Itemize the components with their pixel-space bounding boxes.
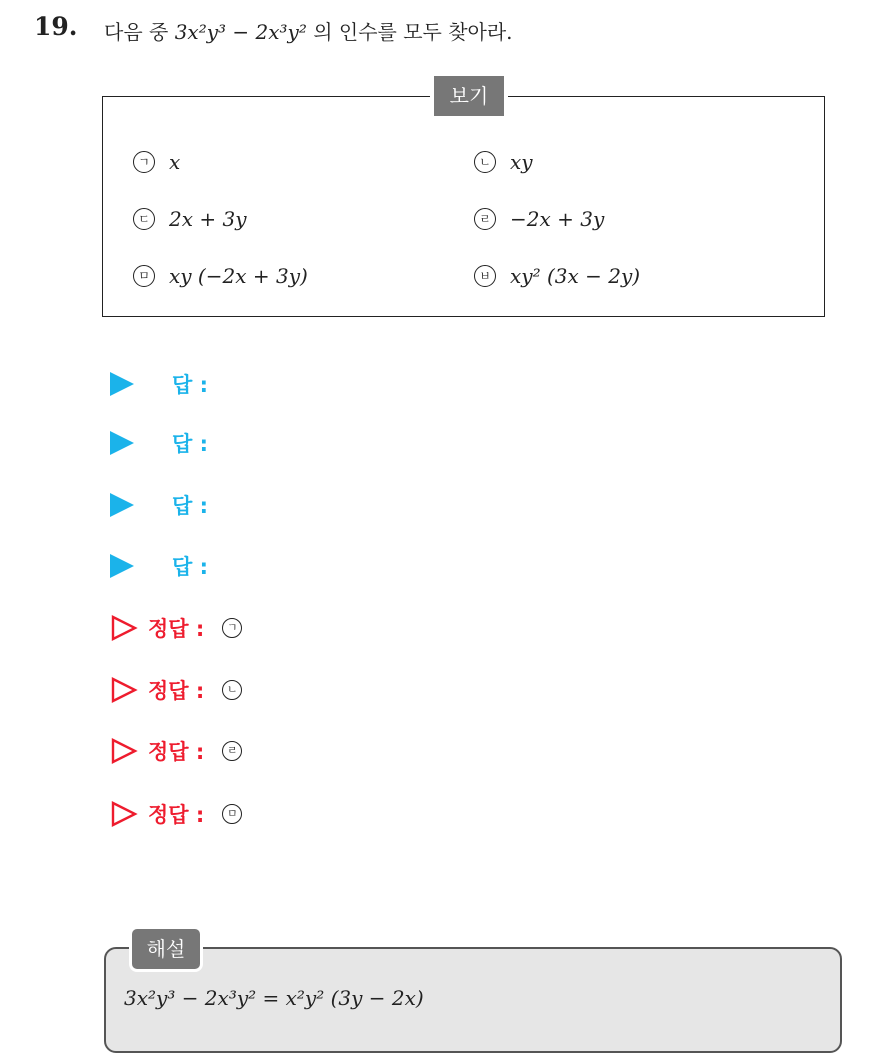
choice-expression: −2x + 3y bbox=[510, 207, 605, 231]
choice-item bbox=[474, 150, 533, 174]
choice-mark-icon: ㄷ bbox=[133, 208, 155, 230]
answer-label: 답 : bbox=[172, 494, 208, 518]
choice-mark-icon: ㄹ bbox=[474, 208, 496, 230]
correct-label: 정답 : bbox=[148, 617, 205, 641]
question-expression: 3x²y³ − 2x³y² bbox=[174, 20, 307, 44]
play-icon bbox=[110, 431, 134, 455]
answer-label: 답 : bbox=[172, 432, 208, 456]
question-text bbox=[104, 16, 513, 45]
choice-item bbox=[133, 264, 308, 288]
correct-label: 정답 : bbox=[148, 740, 205, 764]
hollow-play-icon bbox=[110, 676, 138, 704]
answer-label: 답 : bbox=[172, 373, 208, 397]
explanation-title: 해설 bbox=[129, 926, 203, 972]
correct-label: 정답 : bbox=[148, 679, 205, 703]
correct-answer-row bbox=[110, 798, 242, 830]
play-icon bbox=[110, 372, 134, 396]
question-number: 19. bbox=[34, 12, 78, 41]
hollow-play-icon bbox=[110, 614, 138, 642]
correct-label: 정답 : bbox=[148, 803, 205, 827]
play-icon bbox=[110, 554, 134, 578]
answer-row[interactable] bbox=[110, 550, 208, 582]
correct-mark-icon: ㄱ bbox=[222, 618, 242, 638]
hollow-play-icon bbox=[110, 737, 138, 765]
explanation-text: 3x²y³ − 2x³y² = x²y² (3y − 2x) bbox=[124, 986, 424, 1010]
play-icon bbox=[110, 493, 134, 517]
choice-item bbox=[474, 207, 604, 231]
choice-expression: xy (−2x + 3y) bbox=[169, 264, 308, 288]
answer-row[interactable] bbox=[110, 489, 208, 521]
correct-answer-row bbox=[110, 674, 242, 706]
hollow-play-icon bbox=[110, 800, 138, 828]
correct-mark-icon: ㄴ bbox=[222, 680, 242, 700]
correct-mark-icon: ㅁ bbox=[222, 804, 242, 824]
question-suffix: 의 인수를 모두 찾아라. bbox=[306, 20, 513, 44]
choice-mark-icon: ㅂ bbox=[474, 265, 496, 287]
answer-row[interactable] bbox=[110, 427, 208, 459]
answer-label: 답 : bbox=[172, 555, 208, 579]
bogi-title: 보기 bbox=[430, 76, 508, 116]
choice-mark-icon: ㅁ bbox=[133, 265, 155, 287]
choice-item bbox=[474, 264, 640, 288]
answer-row[interactable] bbox=[110, 368, 208, 400]
choice-mark-icon: ㄱ bbox=[133, 151, 155, 173]
choice-item bbox=[133, 207, 247, 231]
question-prefix: 다음 중 bbox=[104, 20, 175, 44]
choice-item bbox=[133, 150, 180, 174]
correct-answer-row bbox=[110, 735, 242, 767]
choice-expression: xy² (3x − 2y) bbox=[510, 264, 641, 288]
correct-mark-icon: ㄹ bbox=[222, 741, 242, 761]
choice-expression: xy bbox=[510, 150, 533, 174]
choice-expression: 2x + 3y bbox=[169, 207, 247, 231]
correct-answer-row bbox=[110, 612, 242, 644]
choice-expression: x bbox=[169, 150, 181, 174]
choice-mark-icon: ㄴ bbox=[474, 151, 496, 173]
